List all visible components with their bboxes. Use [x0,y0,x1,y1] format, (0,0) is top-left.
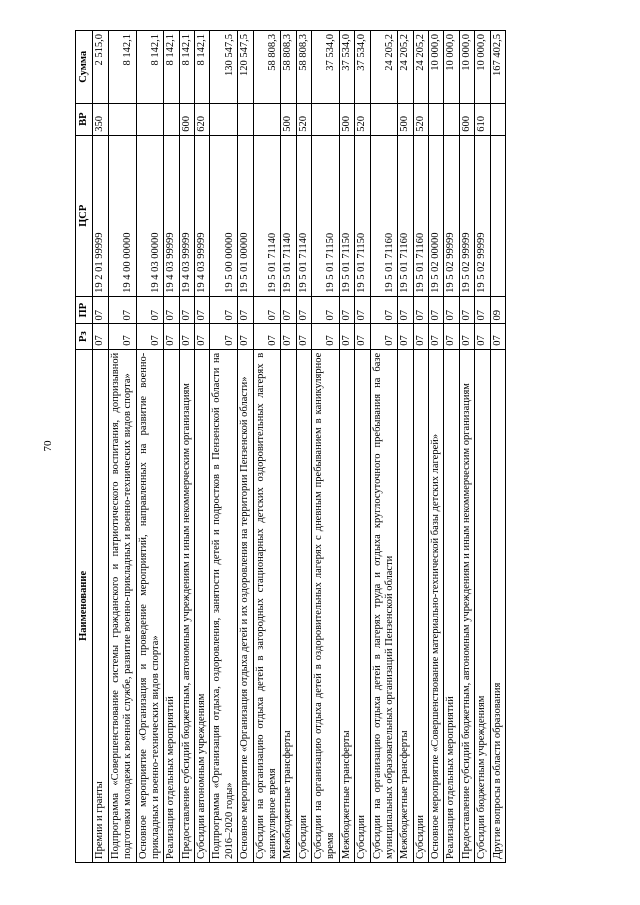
row-pr-cell: 07 [355,296,370,324]
row-pr-cell: 07 [164,296,179,324]
header-vr: ВР [76,103,93,135]
row-rz-cell: 07 [312,324,340,349]
table-row [238,31,253,863]
row-rz-cell: 07 [339,324,354,349]
row-pr-cell: 07 [210,296,238,324]
row-sum-cell: 10 000,0 [444,31,459,104]
table-row [136,31,164,863]
table-row [253,31,281,863]
row-sum-cell: 130 547,5 [210,31,238,104]
table-row [195,31,210,863]
table-row [210,31,238,863]
row-vr-cell [490,103,505,135]
row-vr-cell: 500 [281,103,296,135]
row-sum-cell: 24 205,2 [370,31,398,104]
row-csr-cell: 19 4 00 00000 [108,135,136,296]
header-name: Наименование [76,349,93,862]
table-row [179,31,194,863]
row-vr-cell [312,103,340,135]
row-rz-cell: 07 [475,324,490,349]
header-sum: Сумма [76,31,93,104]
row-vr-cell [164,103,179,135]
row-csr-cell: 19 5 02 99999 [459,135,474,296]
row-name-cell: Премии и гранты [93,349,108,862]
row-sum-cell: 58 808,3 [296,31,311,104]
table-row [93,31,108,863]
row-pr-cell: 07 [444,296,459,324]
row-pr-cell: 07 [136,296,164,324]
row-sum-cell: 8 142,1 [136,31,164,104]
table-body [93,31,506,863]
row-name-cell: Субсидии бюджетным учреждениям [475,349,490,862]
row-name-cell: Подпрограмма «Совершенствование системы гражданского и патриотического воспитания, допризывной подготовки молодежи к военной службе, развитие военно-прикладных и военно-технических видов спорта» [108,349,136,862]
row-rz-cell: 07 [413,324,428,349]
table-row [108,31,136,863]
row-sum-cell: 8 142,1 [179,31,194,104]
row-pr-cell: 07 [312,296,340,324]
row-pr-cell: 07 [108,296,136,324]
row-name-cell: Реализация отдельных мероприятий [444,349,459,862]
row-vr-cell [238,103,253,135]
row-pr-cell: 07 [238,296,253,324]
row-name-cell: Межбюджетные трансферты [339,349,354,862]
row-name-cell: Другие вопросы в области образования [490,349,505,862]
row-sum-cell: 37 534,0 [355,31,370,104]
table-row [444,31,459,863]
row-vr-cell: 520 [296,103,311,135]
row-sum-cell: 2 515,0 [93,31,108,104]
row-name-cell: Субсидии автономным учреждениям [195,349,210,862]
row-pr-cell: 07 [179,296,194,324]
row-rz-cell: 07 [238,324,253,349]
row-name-cell: Субсидии на организацию отдыха детей в загородных стационарных детских оздоровительных лагерях в каникулярное время [253,349,281,862]
rotated-page-content [75,30,599,863]
row-csr-cell: 19 5 02 00000 [429,135,444,296]
row-rz-cell: 07 [398,324,413,349]
row-csr-cell: 19 5 01 71160 [413,135,428,296]
row-rz-cell: 07 [429,324,444,349]
row-pr-cell: 07 [413,296,428,324]
row-pr-cell: 07 [429,296,444,324]
row-pr-cell: 07 [296,296,311,324]
table-row [312,31,340,863]
row-pr-cell: 07 [459,296,474,324]
table-row [459,31,474,863]
table-row [370,31,398,863]
row-sum-cell: 24 205,2 [398,31,413,104]
row-pr-cell: 07 [398,296,413,324]
row-name-cell: Подпрограмма «Организация отдыха, оздоровления, занятости детей и подростков в Пензенской области на 2016–2020 годы» [210,349,238,862]
row-name-cell: Субсидии [413,349,428,862]
row-csr-cell: 19 4 03 99999 [164,135,179,296]
row-sum-cell: 120 547,5 [238,31,253,104]
row-csr-cell: 19 5 01 71140 [281,135,296,296]
row-vr-cell: 520 [413,103,428,135]
row-vr-cell [210,103,238,135]
row-csr-cell: 19 5 01 71140 [296,135,311,296]
row-rz-cell: 07 [136,324,164,349]
row-vr-cell [370,103,398,135]
table-row [339,31,354,863]
row-vr-cell: 600 [179,103,194,135]
row-name-cell: Основное мероприятие «Совершенствование материально-технической базы детских лагерей» [429,349,444,862]
row-rz-cell: 07 [253,324,281,349]
row-sum-cell: 37 534,0 [339,31,354,104]
table-row [475,31,490,863]
row-csr-cell: 19 4 03 99999 [179,135,194,296]
row-vr-cell: 600 [459,103,474,135]
row-vr-cell [108,103,136,135]
row-pr-cell: 07 [195,296,210,324]
row-sum-cell: 58 808,3 [281,31,296,104]
table-row [296,31,311,863]
row-name-cell: Субсидии на организацию отдыха детей в оздоровительных лагерях с дневным пребыванием в каникулярное время [312,349,340,862]
row-name-cell: Предоставление субсидий бюджетным, автономным учреждениям и иным некоммерческим организациям [179,349,194,862]
row-name-cell: Основное мероприятие «Организация и проведение мероприятий, направленных на развитие военно-прикладных и военно-технических видов спорта» [136,349,164,862]
row-rz-cell: 07 [195,324,210,349]
table-row [490,31,505,863]
row-vr-cell [444,103,459,135]
row-csr-cell [490,135,505,296]
row-name-cell: Субсидии [355,349,370,862]
row-vr-cell: 500 [398,103,413,135]
row-sum-cell: 10 000,0 [429,31,444,104]
table-row [281,31,296,863]
table-row [398,31,413,863]
row-vr-cell: 350 [93,103,108,135]
row-sum-cell: 37 534,0 [312,31,340,104]
row-rz-cell: 07 [296,324,311,349]
row-pr-cell: 07 [339,296,354,324]
row-name-cell: Межбюджетные трансферты [398,349,413,862]
row-rz-cell: 07 [164,324,179,349]
row-vr-cell: 620 [195,103,210,135]
row-csr-cell: 19 5 01 71150 [355,135,370,296]
table-row [355,31,370,863]
header-csr: ЦСР [76,135,93,296]
row-csr-cell: 19 5 02 99999 [475,135,490,296]
budget-table [75,30,506,863]
table-header-row [76,31,93,863]
row-sum-cell: 58 808,3 [253,31,281,104]
row-sum-cell: 8 142,1 [164,31,179,104]
row-name-cell: Реализация отдельных мероприятий [164,349,179,862]
row-csr-cell: 19 5 01 71160 [370,135,398,296]
row-rz-cell: 07 [355,324,370,349]
row-rz-cell: 07 [370,324,398,349]
table-row [413,31,428,863]
row-csr-cell: 19 5 01 71160 [398,135,413,296]
row-rz-cell: 07 [490,324,505,349]
row-csr-cell: 19 5 00 00000 [210,135,238,296]
row-pr-cell: 07 [253,296,281,324]
row-sum-cell: 10 000,0 [459,31,474,104]
row-vr-cell [136,103,164,135]
row-pr-cell: 07 [93,296,108,324]
row-rz-cell: 07 [459,324,474,349]
row-name-cell: Основное мероприятие «Организация отдыха детей и их оздоровления на территории Пензенской области» [238,349,253,862]
table-row [429,31,444,863]
row-sum-cell: 10 000,0 [475,31,490,104]
row-rz-cell: 07 [93,324,108,349]
row-csr-cell: 19 5 01 71150 [312,135,340,296]
row-csr-cell: 19 2 01 99999 [93,135,108,296]
row-sum-cell: 8 142,1 [108,31,136,104]
row-pr-cell: 07 [370,296,398,324]
table-row [164,31,179,863]
page-number: 70 [42,440,54,452]
row-vr-cell [253,103,281,135]
row-pr-cell: 09 [490,296,505,324]
row-pr-cell: 07 [475,296,490,324]
row-csr-cell: 19 5 01 00000 [238,135,253,296]
rotated-table-container [75,30,599,863]
row-rz-cell: 07 [179,324,194,349]
row-vr-cell: 610 [475,103,490,135]
row-sum-cell: 24 205,2 [413,31,428,104]
row-csr-cell: 19 5 01 71150 [339,135,354,296]
row-vr-cell [429,103,444,135]
row-name-cell: Межбюджетные трансферты [281,349,296,862]
row-csr-cell: 19 4 03 00000 [136,135,164,296]
row-pr-cell: 07 [281,296,296,324]
row-sum-cell: 8 142,1 [195,31,210,104]
row-rz-cell: 07 [108,324,136,349]
row-rz-cell: 07 [281,324,296,349]
row-rz-cell: 07 [210,324,238,349]
row-name-cell: Субсидии на организацию отдыха детей в лагерях труда и отдыха круглосуточного пребывания на базе муниципальных образовательных организаций Пензенской области [370,349,398,862]
row-sum-cell: 167 402,5 [490,31,505,104]
row-name-cell: Субсидии [296,349,311,862]
header-rz: Рз [76,324,93,349]
row-vr-cell: 520 [355,103,370,135]
header-pr: ПР [76,296,93,324]
row-rz-cell: 07 [444,324,459,349]
row-vr-cell: 500 [339,103,354,135]
row-csr-cell: 19 5 01 71140 [253,135,281,296]
row-csr-cell: 19 4 03 99999 [195,135,210,296]
row-name-cell: Предоставление субсидий бюджетным, автономным учреждениям и иным некоммерческим организациям [459,349,474,862]
row-csr-cell: 19 5 02 99999 [444,135,459,296]
